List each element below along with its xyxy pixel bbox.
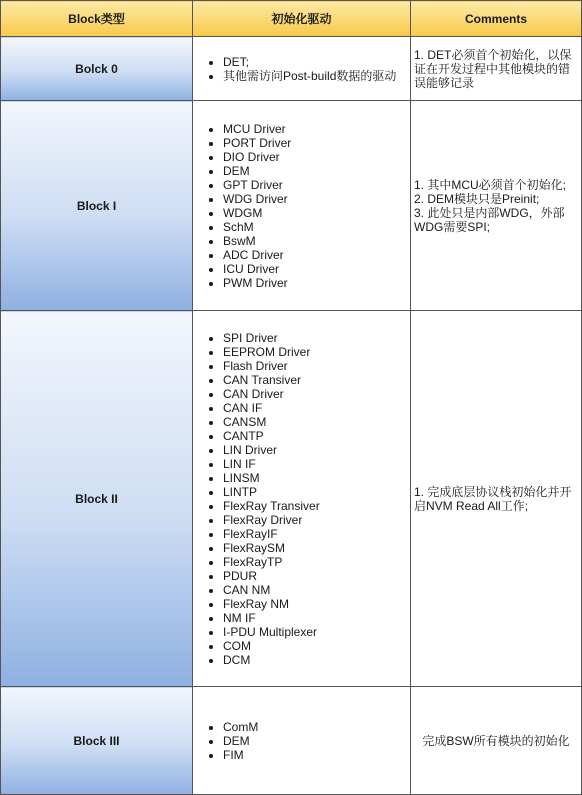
list-item: • PWM Driver <box>223 276 410 290</box>
list-item: • CAN Driver <box>223 387 410 401</box>
block-cell: Block III <box>1 687 193 795</box>
comment-line: 1. 其中MCU必须首个初始化; <box>414 177 567 192</box>
table-body <box>1 37 582 795</box>
list-item: • BswM <box>223 234 410 248</box>
list-item: • ComM <box>223 720 410 734</box>
list-item: • EEPROM Driver <box>223 345 410 359</box>
list-item: • DCM <box>223 653 410 667</box>
block-cell: Block II <box>1 311 193 687</box>
list-item: • CAN IF <box>223 401 410 415</box>
list-item: • WDGM <box>223 206 410 220</box>
list-item: • DEM <box>223 734 410 748</box>
list-item: • PORT Driver <box>223 136 410 150</box>
list-item: • CANSM <box>223 415 410 429</box>
list-item: • FlexRay Transiver <box>223 499 410 513</box>
comment-cell <box>411 687 582 795</box>
header-init-driver: 初始化驱动 <box>193 1 411 37</box>
list-item: • GPT Driver <box>223 178 410 192</box>
comment-line: 1. 完成底层协议栈初始化并开启NVM Read All工作; <box>414 484 572 513</box>
list-item: • LINSM <box>223 471 410 485</box>
comment-line: 2. DEM模块只是Preinit; <box>414 191 540 206</box>
block-cell: Block I <box>1 101 193 311</box>
header-block-type: Block类型 <box>1 1 193 37</box>
list-item: • SPI Driver <box>223 331 410 345</box>
driver-list <box>209 55 410 83</box>
comment-cell <box>411 101 582 311</box>
header-comments: Comments <box>411 1 582 37</box>
list-item: • SchM <box>223 220 410 234</box>
driver-list <box>209 331 410 667</box>
list-item: • Flash Driver <box>223 359 410 373</box>
list-item: • MCU Driver <box>223 122 410 136</box>
list-item: • LIN Driver <box>223 443 410 457</box>
table-row <box>1 101 582 311</box>
list-item: • FIM <box>223 748 410 762</box>
comment-cell <box>411 311 582 687</box>
list-item: • I-PDU Multiplexer <box>223 625 410 639</box>
list-item: • DIO Driver <box>223 150 410 164</box>
list-item: • CAN Transiver <box>223 373 410 387</box>
driver-list-cell <box>193 311 411 687</box>
driver-list-cell <box>193 37 411 101</box>
list-item: • FlexRayIF <box>223 527 410 541</box>
list-item: • COM <box>223 639 410 653</box>
list-item: • ADC Driver <box>223 248 410 262</box>
list-item: • FlexRayTP <box>223 555 410 569</box>
table-row <box>1 311 582 687</box>
driver-list-cell <box>193 101 411 311</box>
list-item: • FlexRay NM <box>223 597 410 611</box>
comment-cell <box>411 37 582 101</box>
comment-line: 1. DET必须首个初始化，以保证在开发过程中其他模块的错误能够记录 <box>414 47 572 90</box>
block-cell: Bolck 0 <box>1 37 193 101</box>
header-row <box>1 1 582 37</box>
list-item: • WDG Driver <box>223 192 410 206</box>
list-item: • FlexRaySM <box>223 541 410 555</box>
list-item: • ICU Driver <box>223 262 410 276</box>
table-row <box>1 37 582 101</box>
list-item: • 其他需访问Post-build数据的驱动 <box>223 69 410 83</box>
driver-list <box>209 122 410 290</box>
driver-list <box>209 720 410 762</box>
list-item: • NM IF <box>223 611 410 625</box>
comment-line: 完成BSW所有模块的初始化 <box>422 733 570 748</box>
driver-list-cell <box>193 687 411 795</box>
list-item: • LIN IF <box>223 457 410 471</box>
list-item: • DEM <box>223 164 410 178</box>
list-item: • LINTP <box>223 485 410 499</box>
table-row <box>1 687 582 795</box>
list-item: • CANTP <box>223 429 410 443</box>
list-item: • FlexRay Driver <box>223 513 410 527</box>
list-item: • PDUR <box>223 569 410 583</box>
list-item: • CAN NM <box>223 583 410 597</box>
list-item: • DET; <box>223 55 410 69</box>
comment-line: 3. 此处只是内部WDG，外部WDG需要SPI; <box>414 205 565 234</box>
